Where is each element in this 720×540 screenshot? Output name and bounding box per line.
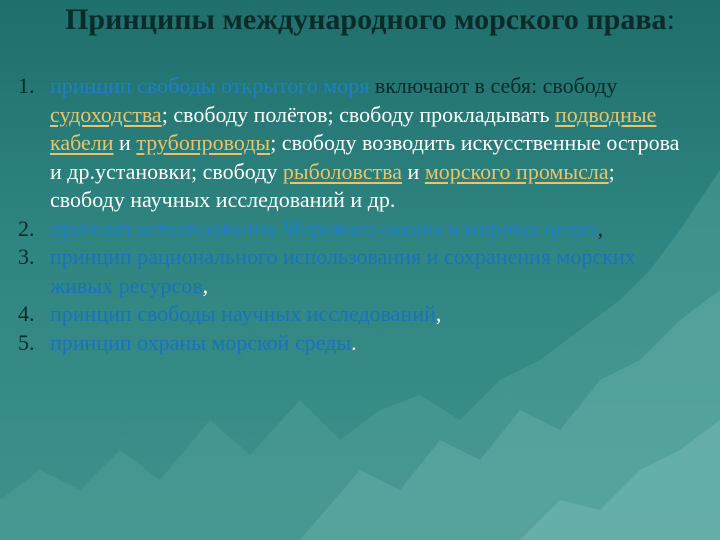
- item-number: 5.: [18, 329, 35, 355]
- item-text: и: [113, 130, 137, 155]
- principles-list: [18, 72, 688, 357]
- link-pipelines[interactable]: трубопроводы: [136, 130, 271, 155]
- item-suffix: .: [351, 329, 357, 355]
- slide-title: [60, 2, 680, 38]
- principle-name: принцип рационального использования и сохранения морских живых ресурсов: [50, 244, 636, 298]
- item-number: 2.: [18, 215, 35, 241]
- item-number: 3.: [18, 244, 35, 269]
- principle-name: принцип свободы научных исследований: [50, 301, 436, 326]
- title-colon: :: [666, 3, 675, 36]
- link-fishing[interactable]: рыболовства: [282, 158, 403, 184]
- list-item-5: [18, 329, 688, 358]
- list-item-1: [18, 72, 688, 215]
- item-suffix: ,: [435, 301, 442, 326]
- item-text: и: [402, 158, 425, 184]
- list-item-4: [18, 300, 688, 329]
- principle-name: принцип охраны морской среды: [50, 329, 352, 355]
- link-navigation[interactable]: судоходства: [50, 101, 162, 127]
- list-item-3: [18, 243, 688, 300]
- item-suffix: ,: [597, 215, 604, 241]
- item-text: включают в себя: свободу: [369, 73, 618, 98]
- item-text: ; свободу возводить искусственные острова и др.установки; свободу: [50, 130, 680, 184]
- item-number: 1.: [18, 73, 35, 98]
- item-text: ; свободу полётов; свободу прокладывать: [161, 101, 555, 127]
- principle-name: принцип свободы открытого моря: [50, 73, 370, 98]
- link-marine-fishery[interactable]: морского промысла: [424, 158, 609, 184]
- link-submarine-cables[interactable]: подводные кабели: [50, 101, 657, 155]
- item-suffix: ,: [202, 272, 209, 298]
- title-text: Принципы международного морского права: [65, 3, 667, 36]
- principle-name: принцип использования Мирового океана в мирных целях: [50, 215, 598, 241]
- item-number: 4.: [18, 301, 35, 326]
- item-text: ; свободу научных исследований и др.: [50, 158, 615, 212]
- list-item-2: [18, 215, 688, 244]
